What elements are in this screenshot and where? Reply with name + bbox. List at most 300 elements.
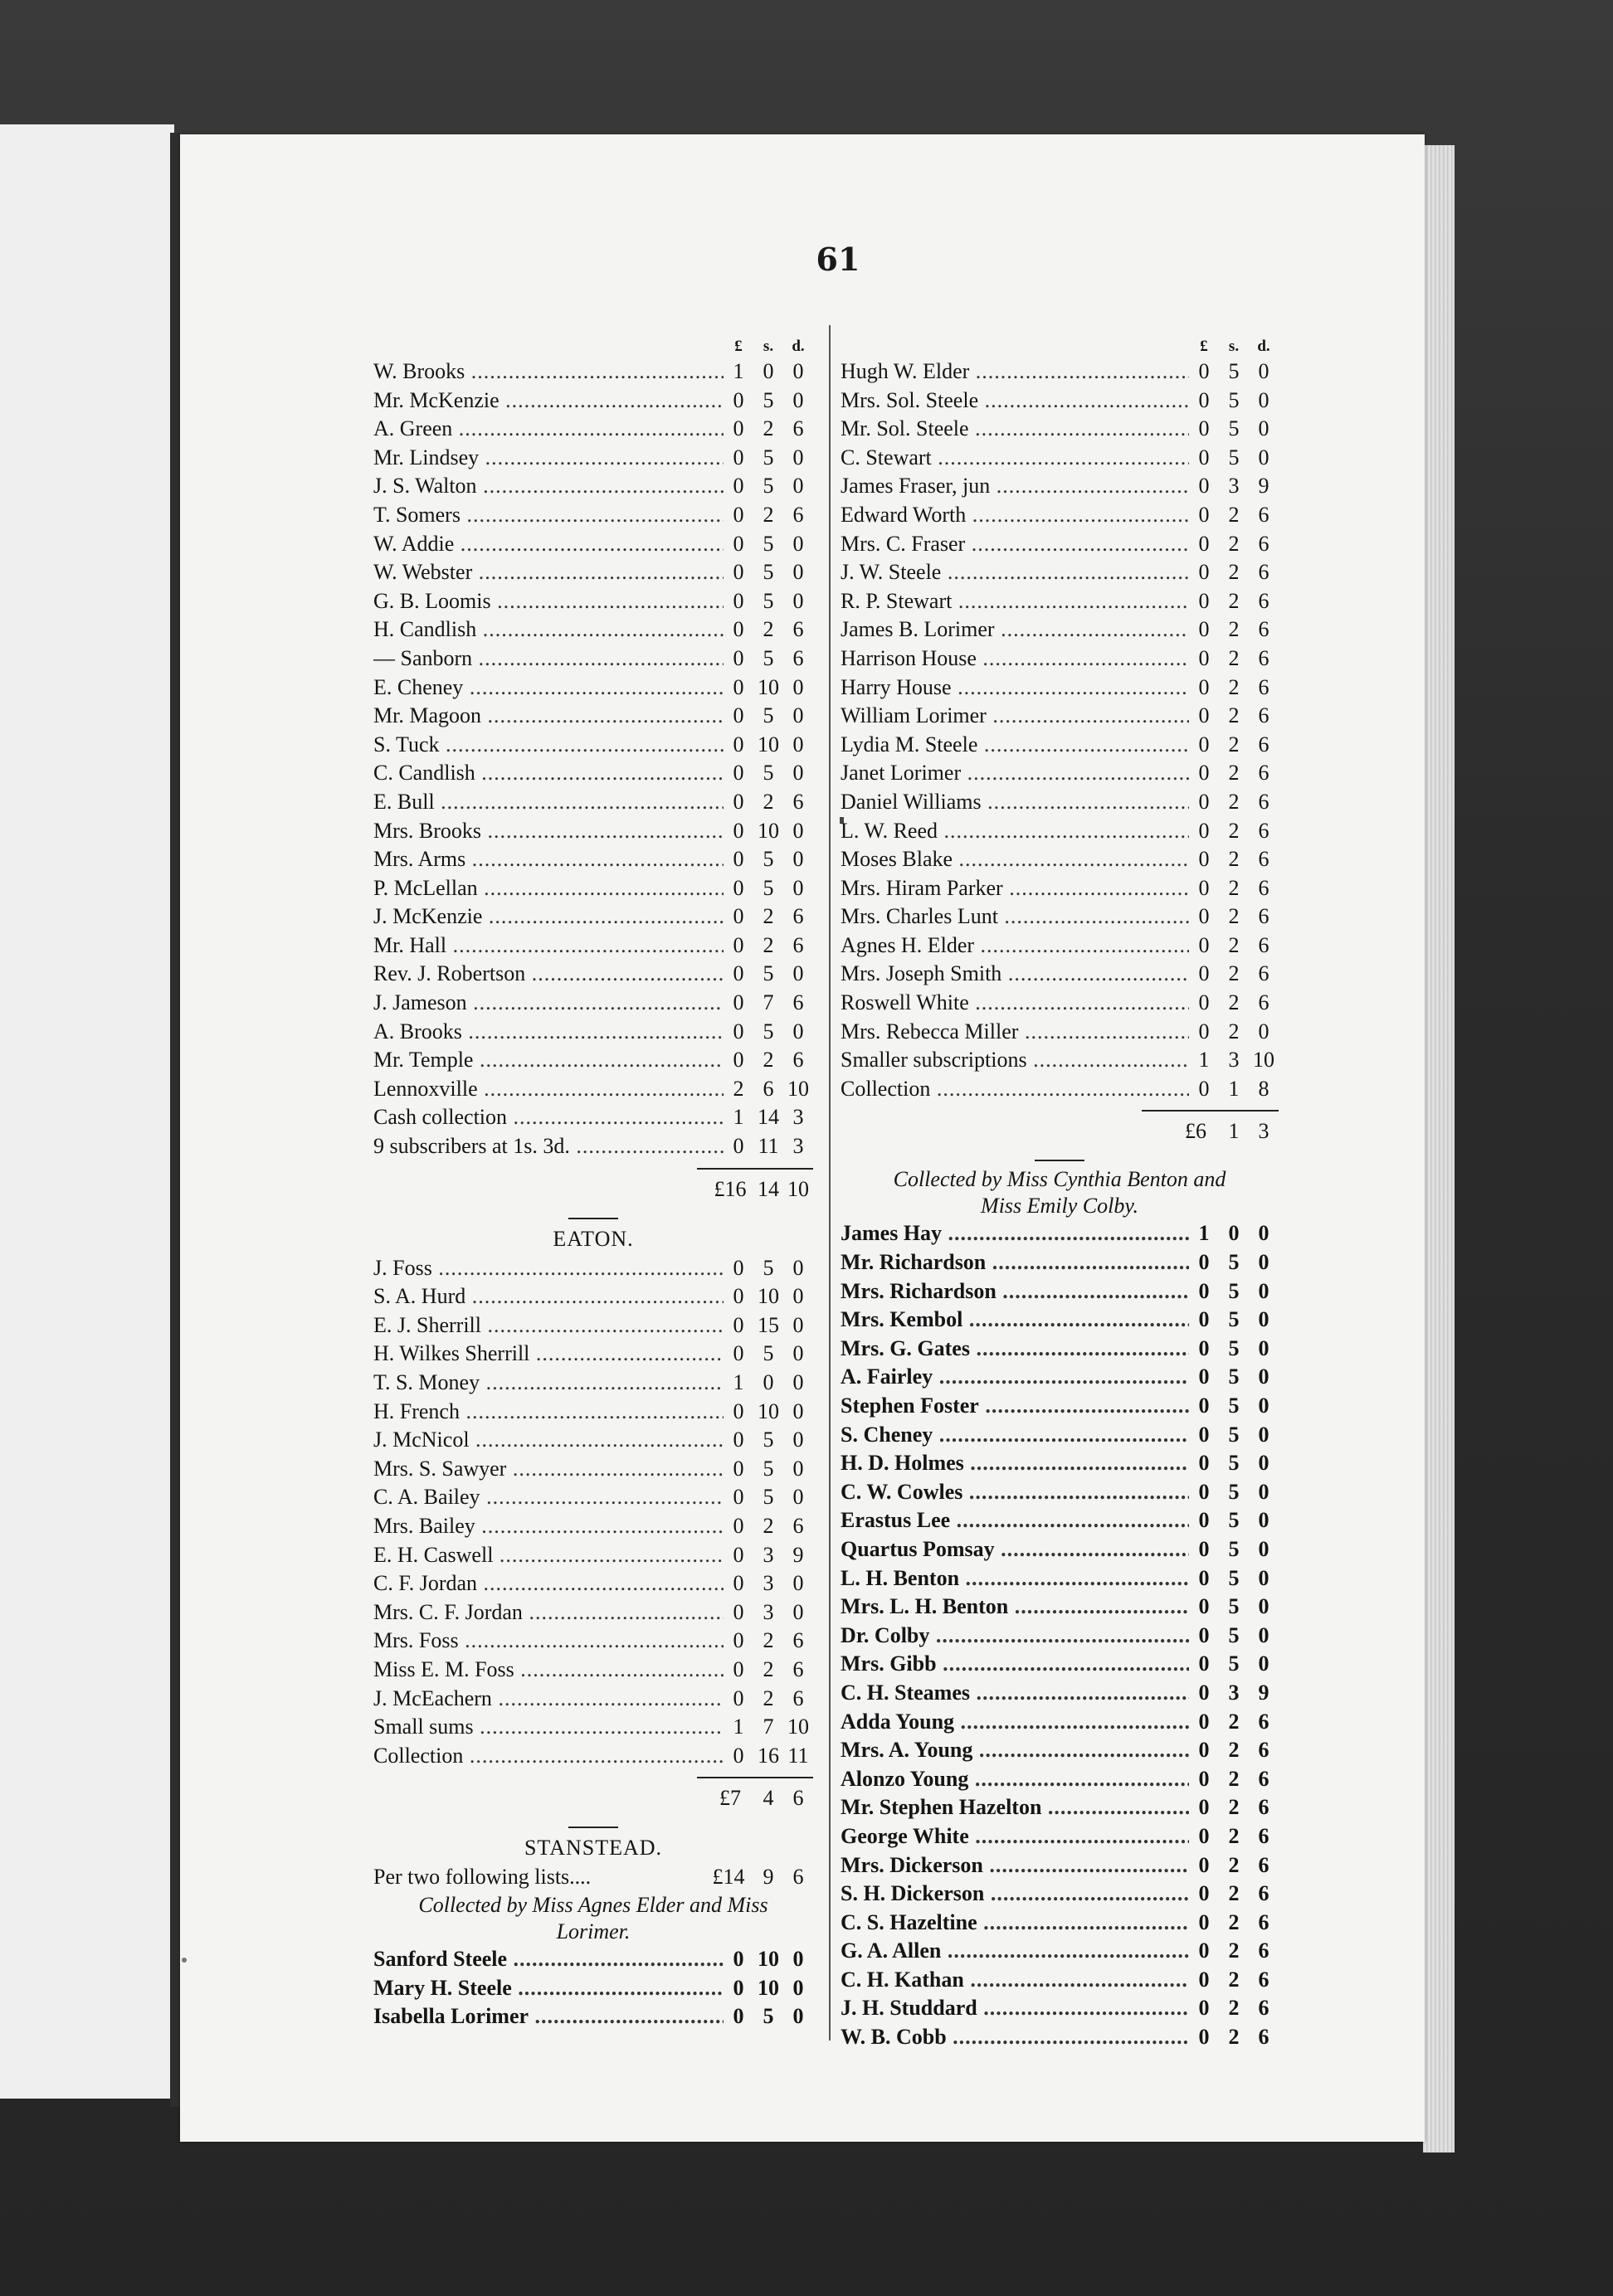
list-item bbox=[841, 1535, 1279, 1564]
pounds-value: 0 bbox=[733, 445, 744, 469]
pounds-value: 1 bbox=[733, 1715, 744, 1739]
shillings-value: 7 bbox=[763, 990, 774, 1015]
pounds-value: 0 bbox=[733, 961, 744, 986]
subscriber-name: C. H. Steames ..... bbox=[841, 1679, 1189, 1708]
shillings-value: 1 bbox=[1228, 1076, 1240, 1101]
list-item bbox=[841, 845, 1279, 874]
subscriber-name: C. S. Hazeltine ..... bbox=[841, 1909, 1189, 1938]
subscriber-name: C. W. Cowles ..... bbox=[841, 1478, 1189, 1507]
subscriber-name: Miss E. M. Foss ..... bbox=[373, 1656, 724, 1685]
shillings-value: 10 bbox=[758, 732, 779, 756]
shillings-value: 5 bbox=[763, 1255, 774, 1280]
pence-value: 10 bbox=[1253, 1048, 1274, 1073]
total-pounds: £6 bbox=[1185, 1119, 1206, 1144]
list-item bbox=[373, 2002, 813, 2031]
subscriber-name: Moses Blake ..... bbox=[841, 845, 1189, 874]
pence-value: 6 bbox=[1258, 1795, 1269, 1820]
subscriber-name: H. D. Holmes ..... bbox=[841, 1449, 1189, 1478]
pence-value: 6 bbox=[1258, 1881, 1269, 1906]
list-item bbox=[373, 1282, 813, 1311]
stanstead-heading: STANSTEAD. bbox=[524, 1836, 663, 1861]
list-item bbox=[841, 874, 1279, 903]
left-entries-list bbox=[373, 358, 813, 1161]
pence-value: 0 bbox=[792, 1370, 804, 1394]
subscriber-name: Mrs. Kembol ..... bbox=[841, 1306, 1189, 1335]
list-item bbox=[841, 1506, 1279, 1535]
pence-value: 9 bbox=[1258, 474, 1269, 499]
shillings-value: 5 bbox=[763, 588, 774, 613]
list-item bbox=[373, 444, 813, 473]
pounds-value: 0 bbox=[1198, 904, 1210, 929]
list-item bbox=[841, 960, 1279, 989]
list-item bbox=[373, 1945, 813, 1974]
subscriber-name: Mrs. Richardson ..... bbox=[841, 1277, 1189, 1306]
pounds-value: 0 bbox=[733, 1571, 744, 1596]
subscriber-name: C. H. Kathan ..... bbox=[841, 1966, 1189, 1995]
list-item bbox=[841, 902, 1279, 932]
pence-value: 6 bbox=[792, 416, 804, 441]
subscriber-name: Collection ..... bbox=[373, 1742, 724, 1771]
shillings-value: 2 bbox=[1228, 904, 1240, 929]
shillings-value: 2 bbox=[763, 617, 774, 642]
list-item bbox=[373, 1656, 813, 1685]
pounds-value: 0 bbox=[733, 2004, 744, 2029]
pence-value: 0 bbox=[1258, 387, 1269, 412]
shillings-value: 2 bbox=[1228, 875, 1240, 900]
column-divider bbox=[829, 325, 831, 2041]
list-item bbox=[841, 702, 1279, 731]
pence-header: d. bbox=[792, 338, 805, 355]
subscriber-name: E. J. Sherrill ..... bbox=[373, 1311, 724, 1340]
pounds-value: 0 bbox=[733, 904, 744, 929]
subscriber-name: Mrs. Dickerson ..... bbox=[841, 1851, 1189, 1880]
subscriber-name: — Sanborn ..... bbox=[373, 645, 724, 674]
list-item bbox=[373, 902, 813, 932]
shillings-value: 5 bbox=[763, 1456, 774, 1481]
pounds-value: 0 bbox=[1198, 1967, 1210, 1992]
pounds-value: 0 bbox=[733, 1428, 744, 1452]
pence-value: 0 bbox=[792, 1571, 804, 1596]
shillings-value: 5 bbox=[1228, 1594, 1240, 1619]
pounds-value: 0 bbox=[1198, 1823, 1210, 1848]
subscriber-name: Mrs. Rebecca Miller ..... bbox=[841, 1018, 1189, 1047]
list-item bbox=[373, 558, 813, 587]
shillings-value: 2 bbox=[1228, 961, 1240, 986]
pounds-value: 0 bbox=[733, 531, 744, 556]
pounds-value: 0 bbox=[733, 645, 744, 670]
pounds-value: 0 bbox=[1198, 847, 1210, 872]
shillings-value: 2 bbox=[1228, 761, 1240, 786]
list-item bbox=[373, 1569, 813, 1598]
currency-header bbox=[841, 336, 1279, 358]
shillings-value: 2 bbox=[1228, 1909, 1240, 1934]
subscriber-name: Roswell White ..... bbox=[841, 989, 1189, 1018]
page-number: 61 bbox=[816, 241, 860, 278]
collected-by-benton-line1: Collected by Miss Cynthia Benton and bbox=[893, 1167, 1226, 1192]
pounds-value: 0 bbox=[1198, 1680, 1210, 1705]
pounds-value: 0 bbox=[1198, 875, 1210, 900]
pence-value: 0 bbox=[1258, 1019, 1269, 1043]
list-item bbox=[841, 1765, 1279, 1794]
shillings-value: 2 bbox=[763, 1656, 774, 1681]
list-item bbox=[841, 1622, 1279, 1651]
pence-value: 0 bbox=[1258, 1364, 1269, 1389]
subscriber-name: P. McLellan ..... bbox=[373, 874, 724, 903]
pounds-value: 0 bbox=[1198, 588, 1210, 613]
total-shillings: 1 bbox=[1228, 1119, 1240, 1144]
shillings-value: 3 bbox=[763, 1571, 774, 1596]
subscriber-name: J. McKenzie ..... bbox=[373, 902, 724, 932]
left-page-edge bbox=[0, 124, 174, 2099]
eaton-total-row bbox=[373, 1778, 813, 1818]
pence-value: 0 bbox=[792, 359, 804, 383]
subscriber-name: Mrs. Gibb ..... bbox=[841, 1650, 1189, 1679]
subscriber-name: Small sums ..... bbox=[373, 1713, 724, 1742]
pounds-value: 0 bbox=[1198, 387, 1210, 412]
pounds-value: 0 bbox=[1198, 1622, 1210, 1647]
pence-value: 0 bbox=[792, 1428, 804, 1452]
pounds-value: 0 bbox=[733, 617, 744, 642]
list-item bbox=[373, 1254, 813, 1283]
collected-by-benton-line2: Miss Emily Colby. bbox=[981, 1194, 1138, 1219]
subscriber-name: E. H. Caswell ..... bbox=[373, 1541, 724, 1570]
shillings-value: 10 bbox=[758, 1284, 779, 1309]
list-item bbox=[841, 817, 1279, 846]
list-item bbox=[841, 1421, 1279, 1450]
pence-value: 0 bbox=[1258, 1307, 1269, 1332]
shillings-value: 0 bbox=[763, 359, 774, 383]
pounds-value: 1 bbox=[733, 359, 744, 383]
total-pounds: £16 bbox=[714, 1176, 747, 1201]
list-item bbox=[841, 1994, 1279, 2023]
shillings-value: 16 bbox=[758, 1743, 779, 1768]
shillings-value: 10 bbox=[758, 1946, 779, 1971]
subscriber-name: Mr. Sol. Steele ..... bbox=[841, 415, 1189, 444]
pence-value: 0 bbox=[792, 1599, 804, 1624]
pence-value: 6 bbox=[1258, 932, 1269, 957]
shillings-value: 0 bbox=[1228, 1221, 1240, 1246]
subscriber-name: Mrs. Sol. Steele ..... bbox=[841, 387, 1189, 416]
shillings-value: 5 bbox=[763, 1019, 774, 1043]
list-item bbox=[841, 472, 1279, 501]
pounds-value: 0 bbox=[1198, 445, 1210, 469]
list-item bbox=[373, 1455, 813, 1484]
subscriber-name: Harry House ..... bbox=[841, 674, 1189, 703]
shillings-value: 5 bbox=[1228, 1622, 1240, 1647]
subscriber-name: Janet Lorimer ..... bbox=[841, 759, 1189, 788]
subscriber-name: Mrs. Foss ..... bbox=[373, 1627, 724, 1656]
subscriber-name: S. H. Dickerson ..... bbox=[841, 1880, 1189, 1909]
pence-value: 3 bbox=[792, 1105, 804, 1130]
shillings-value: 5 bbox=[1228, 1536, 1240, 1561]
pence-value: 0 bbox=[1258, 1335, 1269, 1360]
shillings-value: 2 bbox=[1228, 617, 1240, 642]
pence-value: 0 bbox=[792, 1341, 804, 1366]
right-column bbox=[841, 336, 1279, 2052]
shillings-value: 14 bbox=[758, 1105, 779, 1130]
list-item bbox=[373, 702, 813, 731]
list-item bbox=[373, 1046, 813, 1075]
pound-header: £ bbox=[1200, 338, 1208, 355]
pounds-value: 0 bbox=[1198, 416, 1210, 441]
shillings-value: 2 bbox=[1228, 1967, 1240, 1992]
subscriber-name: A. Brooks ..... bbox=[373, 1018, 724, 1047]
list-item bbox=[373, 358, 813, 387]
shillings-value: 5 bbox=[763, 645, 774, 670]
list-item bbox=[841, 1679, 1279, 1708]
subscriber-name: S. A. Hurd ..... bbox=[373, 1282, 724, 1311]
shillings-value: 3 bbox=[1228, 1048, 1240, 1073]
subscriber-name: Mr. Richardson ..... bbox=[841, 1248, 1189, 1277]
subscriber-name: Mrs. Joseph Smith ..... bbox=[841, 960, 1189, 989]
shillings-value: 2 bbox=[1228, 560, 1240, 585]
subscriber-name: Mrs. Hiram Parker ..... bbox=[841, 874, 1189, 903]
subscriber-name: Adda Young ..... bbox=[841, 1708, 1189, 1737]
subscriber-name: W. Webster ..... bbox=[373, 558, 724, 587]
pounds-value: 0 bbox=[1198, 789, 1210, 814]
pounds-value: 0 bbox=[1198, 818, 1210, 843]
pounds-value: 0 bbox=[1198, 1076, 1210, 1101]
subscriber-name: Quartus Pomsay ..... bbox=[841, 1535, 1189, 1564]
subscriber-name: W. Addie ..... bbox=[373, 530, 724, 559]
pence-value: 6 bbox=[1258, 502, 1269, 527]
pounds-value: 0 bbox=[1198, 1479, 1210, 1504]
pence-value: 0 bbox=[1258, 1536, 1269, 1561]
subscriber-name: L. H. Benton ..... bbox=[841, 1564, 1189, 1593]
per-lists-shillings: 9 bbox=[763, 1865, 774, 1890]
list-item bbox=[841, 1335, 1279, 1364]
shillings-value: 5 bbox=[1228, 1508, 1240, 1533]
list-item bbox=[841, 674, 1279, 703]
subscriber-name: S. Tuck ..... bbox=[373, 731, 724, 760]
shillings-value: 2 bbox=[1228, 1795, 1240, 1820]
shillings-value: 5 bbox=[763, 703, 774, 728]
shillings-value: 2 bbox=[763, 1513, 774, 1538]
stanstead-entries-list bbox=[373, 1945, 813, 2031]
shillings-value: 2 bbox=[1228, 1996, 1240, 2021]
pence-value: 0 bbox=[792, 445, 804, 469]
list-item bbox=[841, 1392, 1279, 1421]
subscriber-name: James Hay ..... bbox=[841, 1219, 1189, 1248]
list-item bbox=[373, 530, 813, 559]
pounds-value: 0 bbox=[1198, 703, 1210, 728]
pounds-value: 0 bbox=[733, 416, 744, 441]
list-item bbox=[373, 1103, 813, 1132]
shillings-value: 2 bbox=[763, 904, 774, 929]
pounds-value: 0 bbox=[733, 1048, 744, 1073]
pence-value: 0 bbox=[1258, 1221, 1269, 1246]
shillings-value: 5 bbox=[763, 387, 774, 412]
shillings-value: 5 bbox=[1228, 1479, 1240, 1504]
book-spine bbox=[170, 133, 180, 2107]
subscriber-name: Erastus Lee ..... bbox=[841, 1506, 1189, 1535]
pounds-value: 0 bbox=[1198, 1738, 1210, 1763]
shillings-value: 2 bbox=[1228, 645, 1240, 670]
pence-value: 0 bbox=[1258, 1250, 1269, 1275]
pence-value: 6 bbox=[1258, 1967, 1269, 1992]
list-item bbox=[841, 1564, 1279, 1593]
pounds-value: 0 bbox=[733, 588, 744, 613]
subscriber-name: J. S. Walton ..... bbox=[373, 472, 724, 501]
list-item bbox=[373, 1483, 813, 1512]
pounds-value: 0 bbox=[733, 875, 744, 900]
total-pence: 6 bbox=[792, 1786, 804, 1811]
subscriber-name: L. W. Reed ..... bbox=[841, 817, 1189, 846]
pounds-value: 0 bbox=[733, 560, 744, 585]
shillings-value: 3 bbox=[1228, 1680, 1240, 1705]
shillings-value: 5 bbox=[1228, 416, 1240, 441]
pounds-value: 0 bbox=[1198, 1364, 1210, 1389]
list-item bbox=[373, 1398, 813, 1427]
eaton-heading: EATON. bbox=[553, 1226, 634, 1251]
subscriber-name: Lydia M. Steele ..... bbox=[841, 731, 1189, 760]
list-item bbox=[373, 1311, 813, 1340]
subscriber-name: Daniel Williams ..... bbox=[841, 788, 1189, 817]
shillings-value: 5 bbox=[1228, 1250, 1240, 1275]
list-item bbox=[841, 1650, 1279, 1679]
shillings-value: 2 bbox=[1228, 990, 1240, 1015]
pence-value: 0 bbox=[792, 387, 804, 412]
subscriber-name: Isabella Lorimer ..... bbox=[373, 2002, 724, 2031]
list-item bbox=[373, 587, 813, 616]
pounds-value: 0 bbox=[733, 1513, 744, 1538]
subscriber-name: E. Bull ..... bbox=[373, 788, 724, 817]
collected-by-elder-line2: Lorimer. bbox=[556, 1919, 631, 1943]
list-item bbox=[373, 731, 813, 760]
pounds-value: 0 bbox=[733, 789, 744, 814]
pounds-value: 0 bbox=[733, 818, 744, 843]
pence-value: 0 bbox=[792, 961, 804, 986]
pounds-value: 0 bbox=[733, 703, 744, 728]
shilling-header: s. bbox=[1228, 338, 1240, 355]
section-rule bbox=[1035, 1160, 1084, 1161]
pence-value: 6 bbox=[792, 645, 804, 670]
pounds-value: 0 bbox=[733, 1255, 744, 1280]
pence-value: 6 bbox=[1258, 674, 1269, 699]
pence-value: 0 bbox=[792, 531, 804, 556]
pence-value: 6 bbox=[792, 502, 804, 527]
list-item bbox=[841, 501, 1279, 530]
pence-value: 0 bbox=[792, 761, 804, 786]
list-item bbox=[841, 2023, 1279, 2052]
list-item bbox=[373, 989, 813, 1018]
subscriber-name: S. Cheney ..... bbox=[841, 1421, 1189, 1450]
pence-value: 6 bbox=[792, 1048, 804, 1073]
pence-value: 6 bbox=[1258, 847, 1269, 872]
list-item bbox=[373, 817, 813, 846]
subscriber-name: Mrs. L. H. Benton ..... bbox=[841, 1593, 1189, 1622]
pence-value: 6 bbox=[1258, 645, 1269, 670]
pounds-value: 0 bbox=[1198, 1335, 1210, 1360]
list-item bbox=[373, 387, 813, 416]
pounds-value: 0 bbox=[733, 1542, 744, 1567]
pounds-value: 0 bbox=[733, 674, 744, 699]
right-total-row bbox=[841, 1112, 1279, 1151]
pounds-value: 1 bbox=[733, 1370, 744, 1394]
shillings-value: 2 bbox=[1228, 1938, 1240, 1963]
shillings-value: 2 bbox=[1228, 1852, 1240, 1877]
shillings-value: 10 bbox=[758, 1975, 779, 2000]
pence-value: 0 bbox=[1258, 416, 1269, 441]
shillings-value: 2 bbox=[1228, 588, 1240, 613]
pounds-value: 0 bbox=[1198, 617, 1210, 642]
subscriber-name: W. B. Cobb ..... bbox=[841, 2023, 1189, 2052]
pounds-value: 0 bbox=[1198, 1766, 1210, 1791]
pounds-value: 0 bbox=[1198, 1709, 1210, 1734]
subscriber-name: James Fraser, jun ..... bbox=[841, 472, 1189, 501]
subscriber-name: Alonzo Young ..... bbox=[841, 1765, 1189, 1794]
list-item bbox=[373, 674, 813, 703]
pence-value: 0 bbox=[1258, 1278, 1269, 1303]
shillings-value: 5 bbox=[763, 1341, 774, 1366]
list-item bbox=[841, 1075, 1279, 1104]
pounds-value: 0 bbox=[1198, 761, 1210, 786]
shillings-value: 5 bbox=[1228, 387, 1240, 412]
per-lists-pence: 6 bbox=[792, 1865, 804, 1890]
shillings-value: 3 bbox=[763, 1542, 774, 1567]
subscriber-name: J. H. Studdard ..... bbox=[841, 1994, 1189, 2023]
shillings-value: 2 bbox=[1228, 818, 1240, 843]
subscriber-name: J. Jameson ..... bbox=[373, 989, 724, 1018]
pence-value: 6 bbox=[1258, 1709, 1269, 1734]
pounds-value: 0 bbox=[733, 1743, 744, 1768]
shillings-value: 0 bbox=[763, 1370, 774, 1394]
shillings-value: 5 bbox=[763, 875, 774, 900]
pound-header: £ bbox=[734, 338, 743, 355]
pounds-value: 0 bbox=[1198, 1307, 1210, 1332]
left-total-row bbox=[373, 1170, 813, 1209]
subscriber-name: R. P. Stewart ..... bbox=[841, 587, 1189, 616]
list-item bbox=[841, 387, 1279, 416]
list-item bbox=[841, 415, 1279, 444]
pence-value: 0 bbox=[1258, 1594, 1269, 1619]
pounds-value: 0 bbox=[733, 1686, 744, 1710]
pounds-value: 0 bbox=[1198, 1938, 1210, 1963]
subscriber-name: C. F. Jordan ..... bbox=[373, 1569, 724, 1598]
list-item bbox=[841, 1937, 1279, 1966]
subscriber-name: J. W. Steele ..... bbox=[841, 558, 1189, 587]
shillings-value: 5 bbox=[1228, 1307, 1240, 1332]
pence-value: 0 bbox=[792, 674, 804, 699]
pence-value: 6 bbox=[792, 1656, 804, 1681]
subscriber-name: Mrs. Bailey ..... bbox=[373, 1512, 724, 1541]
list-item bbox=[373, 932, 813, 961]
list-item bbox=[373, 1512, 813, 1541]
pounds-value: 0 bbox=[733, 1946, 744, 1971]
pounds-value: 0 bbox=[733, 502, 744, 527]
subscriber-name: Mrs. S. Sawyer ..... bbox=[373, 1455, 724, 1484]
pounds-value: 0 bbox=[1198, 961, 1210, 986]
pence-value: 3 bbox=[792, 1134, 804, 1159]
pounds-value: 0 bbox=[1198, 474, 1210, 499]
pounds-value: 0 bbox=[1198, 560, 1210, 585]
subscriber-name: Smaller subscriptions ..... bbox=[841, 1046, 1189, 1075]
pence-value: 6 bbox=[1258, 1909, 1269, 1934]
pence-value: 0 bbox=[1258, 1451, 1269, 1476]
pence-value: 6 bbox=[1258, 1738, 1269, 1763]
pence-value: 11 bbox=[787, 1743, 809, 1768]
shillings-value: 2 bbox=[763, 1628, 774, 1653]
subscriber-name: George White ..... bbox=[841, 1822, 1189, 1851]
pounds-value: 0 bbox=[1198, 932, 1210, 957]
subscriber-name: G. B. Loomis ..... bbox=[373, 587, 724, 616]
list-item bbox=[841, 989, 1279, 1018]
pounds-value: 0 bbox=[733, 1485, 744, 1510]
pence-value: 0 bbox=[792, 875, 804, 900]
shillings-value: 5 bbox=[1228, 359, 1240, 383]
pounds-value: 0 bbox=[1198, 1795, 1210, 1820]
shillings-value: 2 bbox=[1228, 1766, 1240, 1791]
